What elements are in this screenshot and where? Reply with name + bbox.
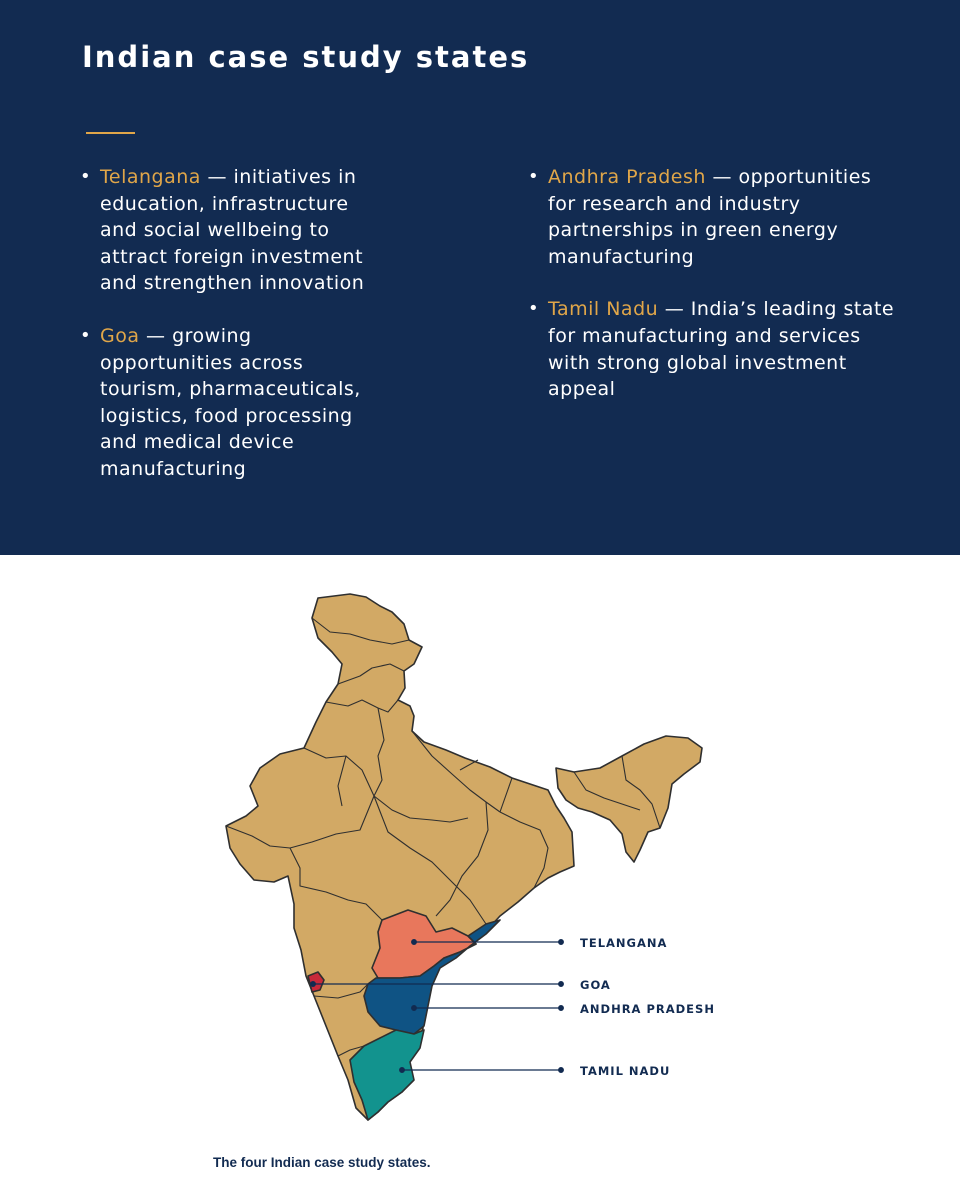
andhra-pradesh-label-dot xyxy=(559,1006,564,1011)
state-name: Telangana xyxy=(100,166,201,188)
bullet-icon: • xyxy=(528,298,540,320)
tamil-nadu-label-dot xyxy=(559,1068,564,1073)
state-name: Goa xyxy=(100,324,140,347)
india-northeast-shape xyxy=(556,736,702,862)
state-description: — growing opportunities across tourism, pharmaceuticals, logistics, food processing and medical device manufacturing xyxy=(100,324,361,480)
page-title: Indian case study states xyxy=(82,40,530,74)
label-tamil-nadu: TAMIL NADU xyxy=(580,1064,671,1078)
andhra-pradesh-marker-dot xyxy=(412,1006,417,1011)
states-list-left xyxy=(80,164,380,509)
bullet-icon: • xyxy=(80,324,92,346)
list-item-goa xyxy=(80,323,380,483)
label-andhra-pradesh: ANDHRA PRADESH xyxy=(580,1002,715,1016)
goa-marker-dot xyxy=(311,982,316,987)
label-goa: GOA xyxy=(580,978,611,992)
telangana-marker-dot xyxy=(412,940,417,945)
list-item-tamil-nadu xyxy=(528,296,898,402)
state-name: Tamil Nadu xyxy=(548,298,659,321)
states-list-right xyxy=(528,164,898,429)
india-map xyxy=(0,555,960,1200)
accent-rule xyxy=(86,132,135,134)
telangana-label-dot xyxy=(559,940,564,945)
bullet-icon: • xyxy=(528,166,540,187)
goa-label-dot xyxy=(559,982,564,987)
label-telangana: TELANGANA xyxy=(580,936,668,950)
state-name: Andhra Pradesh xyxy=(548,166,706,188)
state-description: — opportunities for research and industry partnerships in green energy manufacturing xyxy=(548,166,872,268)
list-item-telangana xyxy=(80,164,380,297)
india-map-panel xyxy=(0,555,960,1200)
list-item-andhra-pradesh xyxy=(528,164,898,270)
state-description: — India’s leading state for manufacturing and services with strong global investment appeal xyxy=(548,298,895,401)
bullet-icon: • xyxy=(80,166,92,187)
map-caption: The four Indian case study states. xyxy=(213,1155,431,1170)
tamil-nadu-marker-dot xyxy=(400,1068,405,1073)
header-panel xyxy=(0,0,960,555)
state-description: — initiatives in education, infrastructure and social wellbeing to attract foreign investment and strengthen innovation xyxy=(100,166,365,295)
